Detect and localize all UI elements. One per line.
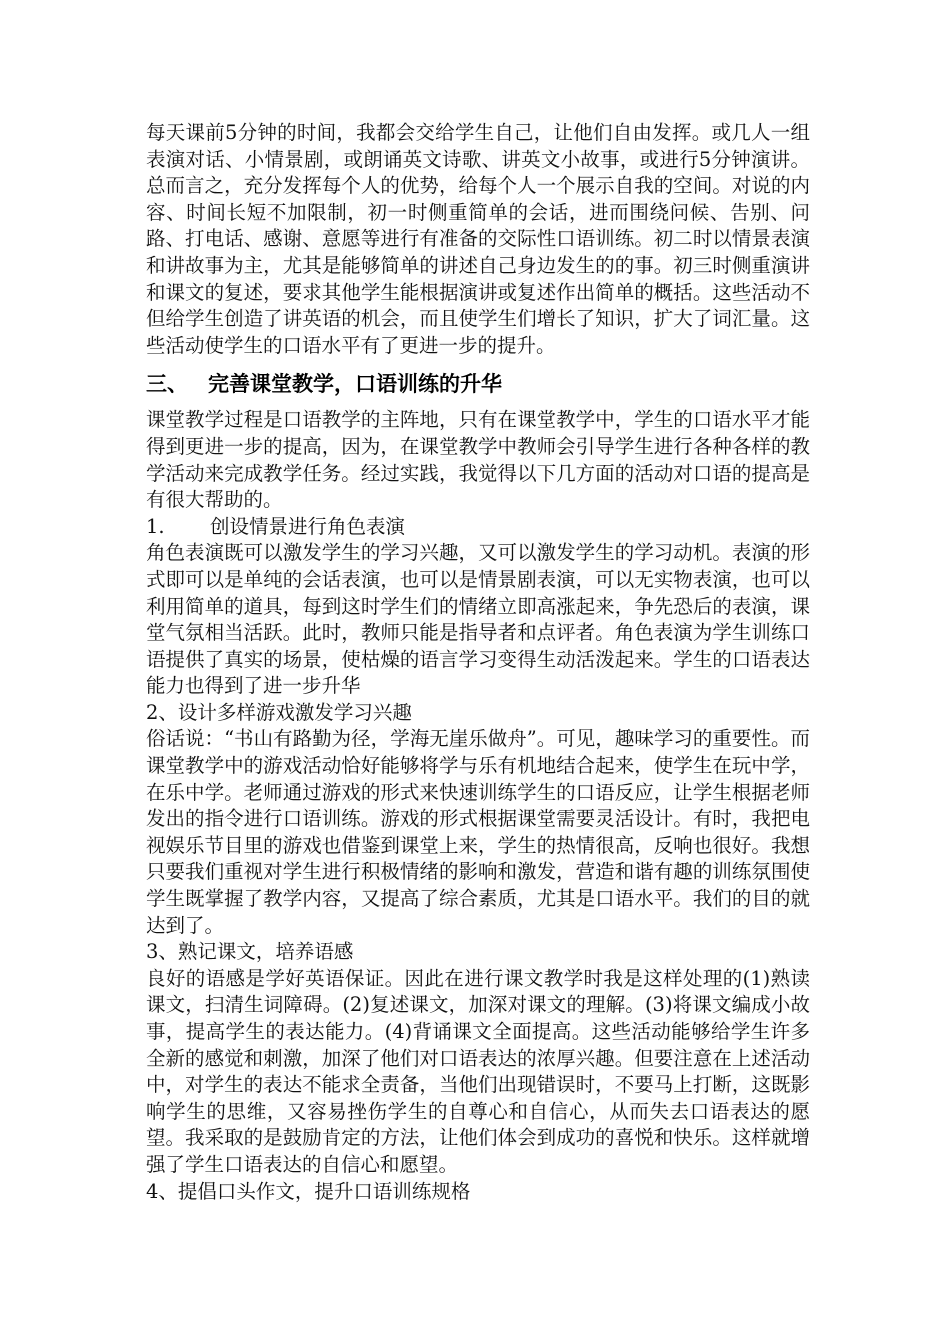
paragraph-language-sense: 良好的语感是学好英语保证。因此在进行课文教学时我是这样处理的(1)熟读课文，扫清生词障碍。(2)复述课文，加深对课文的理解。(3)将课文编成小故事，提高学生的表达能力。(4)背诵课文全面提高。这些活动能够给学生许多全新的感觉和刺激，加深了他们对口语表达的浓厚兴趣。但要注意在上述活动中，对学生的表达不能求全责备，当他们出现错误时，不要马上打断，这既影响学生的思维，又容易挫伤学生的自尊心和自信心，从而失去口语表达的愿望。我采取的是鼓励肯定的方法，让他们体会到成功的喜悦和快乐。这样就增强了学生口语表达的自信心和愿望。 [146, 966, 810, 1176]
section-heading-3 [146, 369, 810, 399]
section-title: 完善课堂教学，口语训练的升华 [208, 372, 502, 397]
document-body [146, 120, 810, 1205]
paragraph-games: 俗话说：“书山有路勤为径，学海无崖乐做舟”。可见，趣味学习的重要性。而课堂教学中的游戏活动恰好能够将学与乐有机地结合起来，使学生在玩中学，在乐中学。老师通过游戏的形式来快速训练学生的口语反应，让学生根据老师发出的指令进行口语训练。游戏的形式根据课堂需要灵活设计。有时，我把电视娱乐节目里的游戏也借鉴到课堂上来，学生的热情很高，反响也很好。我想只要我们重视对学生进行积极情绪的影响和激发，营造和谐有趣的训练氛围使学生既掌握了教学内容，又提高了综合素质，尤其是口语水平。我们的目的就达到了。 [146, 727, 810, 937]
paragraph-classroom-teaching: 课堂教学过程是口语教学的主阵地，只有在课堂教学中，学生的口语水平才能得到更进一步的提高，因为，在课堂教学中教师会引导学生进行各种各样的教学活动来完成教学任务。经过实践，我觉得以下几方面的活动对口语的提高是有很大帮助的。 [146, 408, 810, 512]
paragraph-role-play: 角色表演既可以激发学生的学习兴趣，又可以激发学生的学习动机。表演的形式即可以是单纯的会话表演，也可以是情景剧表演，可以无实物表演，也可以利用简单的道具，每到这时学生们的情绪立即高涨起来，争先恐后的表演，课堂气氛相当活跃。此时，教师只能是指导者和点评者。角色表演为学生训练口语提供了真实的场景，使枯燥的语言学习变得生动活泼起来。学生的口语表达能力也得到了进一步升华 [146, 541, 810, 698]
subheading-title: 创设情景进行角色表演 [210, 514, 406, 538]
section-number: 三、 [146, 372, 188, 397]
subheading-3: 3、熟记课文，培养语感 [146, 940, 354, 964]
subheading-4: 4、提倡口头作文，提升口语训练规格 [146, 1179, 471, 1203]
paragraph-daily-practice: 每天课前5分钟的时间，我都会交给学生自己，让他们自由发挥。或几人一组表演对话、小情景剧，或朗诵英文诗歌、讲英文小故事，或进行5分钟演讲。总而言之，充分发挥每个人的优势，给每个人一个展示自我的空间。对说的内容、时间长短不加限制，初一时侧重简单的会话，进而围绕问候、告别、问路、打电话、感谢、意愿等进行有准备的交际性口语训练。初二时以情景表演和讲故事为主，尤其是能够简单的讲述自己身边发生的的事。初三时侧重演讲和课文的复述，要求其他学生能根据演讲或复述作出简单的概括。这些活动不但给学生创造了讲英语的机会，而且使学生们增长了知识，扩大了词汇量。这些活动使学生的口语水平有了更进一步的提升。 [146, 121, 810, 357]
subheading-number: 1. [146, 514, 165, 538]
subheading-2: 2、设计多样游戏激发学习兴趣 [146, 700, 412, 724]
subheading-1 [146, 514, 810, 541]
